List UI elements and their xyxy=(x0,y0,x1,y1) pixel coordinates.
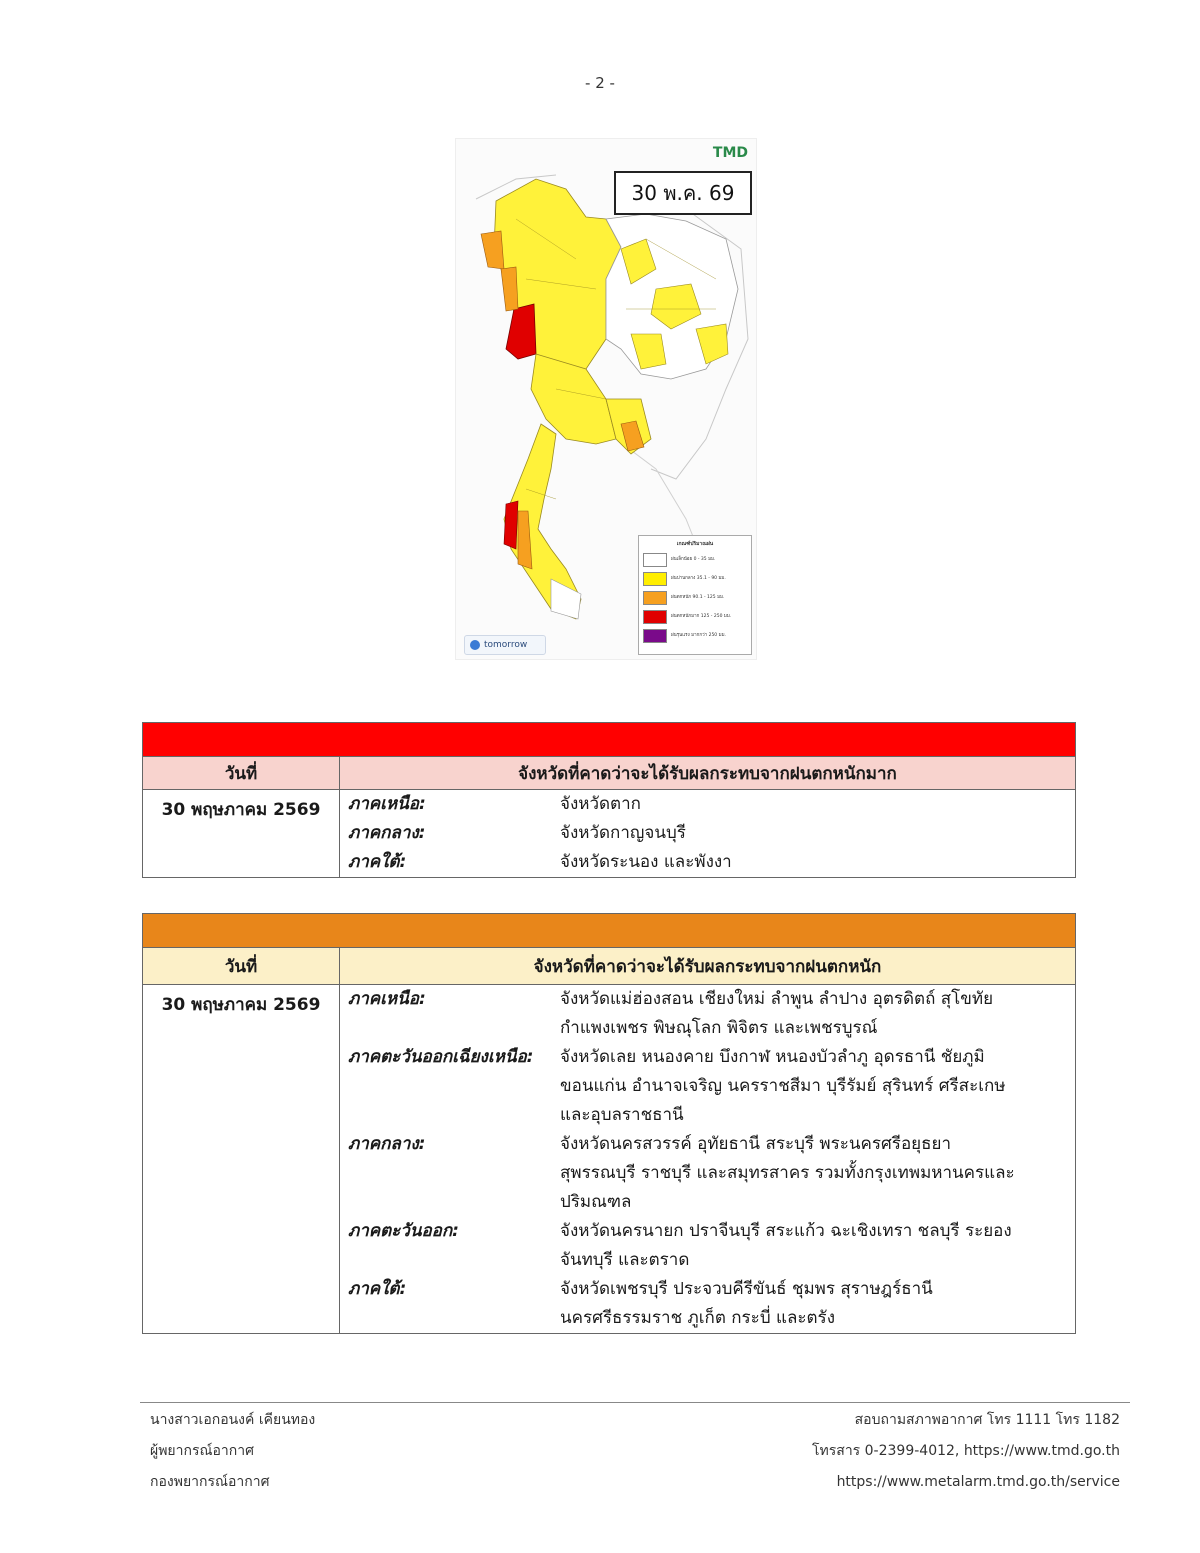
footer-divider xyxy=(140,1402,1130,1403)
region-block xyxy=(340,1130,1075,1217)
region-provinces: ขอนแก่น อำนาจเจริญ นครราชสีมา บุรีรัมย์ สุรินทร์ ศรีสะเกษ xyxy=(560,1076,1006,1096)
legend-swatch xyxy=(643,610,667,624)
table-header-row xyxy=(143,948,1076,985)
region-provinces: จันทบุรี และตราด xyxy=(560,1250,690,1270)
map-header-text xyxy=(460,143,700,150)
table-header-row xyxy=(143,757,1076,790)
page-number: - 2 - xyxy=(585,74,615,92)
col-provinces-header: จังหวัดที่คาดว่าจะได้รับผลกระทบจากฝนตกหนักมาก xyxy=(340,757,1076,790)
metalarm-link[interactable]: https://www.metalarm.tmd.go.th/service xyxy=(836,1474,1120,1490)
rainfall-map xyxy=(455,138,757,660)
region-provinces: นครศรีธรรมราช ภูเก็ต กระบี่ และตรัง xyxy=(560,1308,835,1328)
region-block xyxy=(340,985,1075,1043)
region-block xyxy=(340,1217,1075,1275)
legend-label: ฝนรุนแรง มากกว่า 250 มม. xyxy=(671,632,726,638)
region-block xyxy=(340,848,1075,877)
region-provinces: จังหวัดแม่ฮ่องสอน เชียงใหม่ ลำพูน ลำปาง อุตรดิตถ์ สุโขทัย xyxy=(560,989,994,1009)
region-block xyxy=(340,1275,1075,1333)
legend-title: เกณฑ์ปริมาณฝน xyxy=(676,541,714,547)
very-heavy-rain-table xyxy=(142,722,1076,878)
author-role: ผู้พยากรณ์อากาศ xyxy=(150,1443,254,1459)
region-label: ภาคกลาง: xyxy=(348,1134,426,1154)
tmd-logo: TMD xyxy=(712,145,748,161)
author-division: กองพยากรณ์อากาศ xyxy=(150,1474,270,1490)
legend-item xyxy=(643,628,747,643)
footer-author xyxy=(150,1410,315,1503)
heavy-rain-table xyxy=(142,913,1076,1334)
legend-label: ฝนปานกลาง 35.1 - 90 มม. xyxy=(671,575,726,581)
date-value: 30 พฤษภาคม 2569 xyxy=(161,800,321,820)
tomorrow-logo-icon xyxy=(470,640,480,650)
author-name: นางสาวเอกอนงค์ เคียนทอง xyxy=(150,1412,316,1428)
date-value: 30 พฤษภาคม 2569 xyxy=(161,995,321,1015)
legend-swatch xyxy=(643,553,667,567)
very-heavy-rain-color-bar xyxy=(143,723,1076,757)
legend-label: ฝนตกหนัก 90.1 - 125 มม. xyxy=(671,594,725,600)
table-row xyxy=(143,790,1076,878)
date-cell xyxy=(143,790,340,878)
region-block xyxy=(340,1043,1075,1130)
legend-label: ฝนตกหนักมาก 125 - 250 มม. xyxy=(671,613,732,619)
region-label: ภาคตะวันออกเฉียงเหนือ: xyxy=(348,1047,534,1067)
tomorrow-badge-text: tomorrow xyxy=(484,640,528,650)
region-provinces: จังหวัดกาญจนบุรี xyxy=(560,823,686,843)
col-provinces-header: จังหวัดที่คาดว่าจะได้รับผลกระทบจากฝนตกหนัก xyxy=(340,948,1076,985)
legend-swatch xyxy=(643,572,667,586)
col-date-header: วันที่ xyxy=(143,948,340,985)
region-provinces: จังหวัดเลย หนองคาย บึงกาฬ หนองบัวลำภู อุดรธานี ชัยภูมิ xyxy=(560,1047,985,1067)
region-label: ภาคตะวันออก: xyxy=(348,1221,459,1241)
region-block xyxy=(340,819,1075,848)
date-cell xyxy=(143,985,340,1334)
region-provinces: และอุบลราชธานี xyxy=(560,1105,684,1125)
heavy-rain-color-bar xyxy=(143,914,1076,948)
contact-phone: สอบถามสภาพอากาศ โทร 1111 โทร 1182 xyxy=(854,1412,1120,1428)
region-provinces: จังหวัดตาก xyxy=(560,794,641,814)
table-row xyxy=(143,985,1076,1334)
legend-swatch xyxy=(643,591,667,605)
col-date-header: วันที่ xyxy=(143,757,340,790)
map-date-label: 30 พ.ค. 69 xyxy=(614,171,752,215)
region-provinces: จังหวัดเพชรบุรี ประจวบคีรีขันธ์ ชุมพร สุราษฎร์ธานี xyxy=(560,1279,933,1299)
region-provinces: จังหวัดระนอง และพังงา xyxy=(560,852,732,872)
region-label: ภาคใต้: xyxy=(348,1279,407,1299)
legend-item xyxy=(643,571,747,586)
region-label: ภาคเหนือ: xyxy=(348,794,426,814)
legend-item xyxy=(643,552,747,567)
contact-fax-website[interactable]: โทรสาร 0-2399-4012, https://www.tmd.go.th xyxy=(812,1443,1120,1459)
region-provinces: จังหวัดนครนายก ปราจีนบุรี สระแก้ว ฉะเชิงเทรา ชลบุรี ระยอง xyxy=(560,1221,1012,1241)
legend-swatch xyxy=(643,629,667,643)
region-provinces: กำแพงเพชร พิษณุโลก พิจิตร และเพชรบูรณ์ xyxy=(560,1018,878,1038)
tomorrow-badge xyxy=(464,635,546,655)
provinces-cell xyxy=(340,790,1076,878)
region-provinces: ปริมณฑล xyxy=(560,1192,632,1212)
provinces-cell xyxy=(340,985,1076,1334)
region-label: ภาคใต้: xyxy=(348,852,407,872)
region-block xyxy=(340,790,1075,819)
map-legend xyxy=(638,535,752,655)
region-provinces: สุพรรณบุรี ราชบุรี และสมุทรสาคร รวมทั้งกรุงเทพมหานครและ xyxy=(560,1163,1015,1183)
region-label: ภาคกลาง: xyxy=(348,823,426,843)
legend-item xyxy=(643,590,747,605)
region-label: ภาคเหนือ: xyxy=(348,989,426,1009)
footer-contact xyxy=(812,1410,1120,1503)
legend-label: ฝนเล็กน้อย 0 - 35 มม. xyxy=(671,556,716,562)
legend-item xyxy=(643,609,747,624)
region-provinces: จังหวัดนครสวรรค์ อุทัยธานี สระบุรี พระนครศรีอยุธยา xyxy=(560,1134,951,1154)
